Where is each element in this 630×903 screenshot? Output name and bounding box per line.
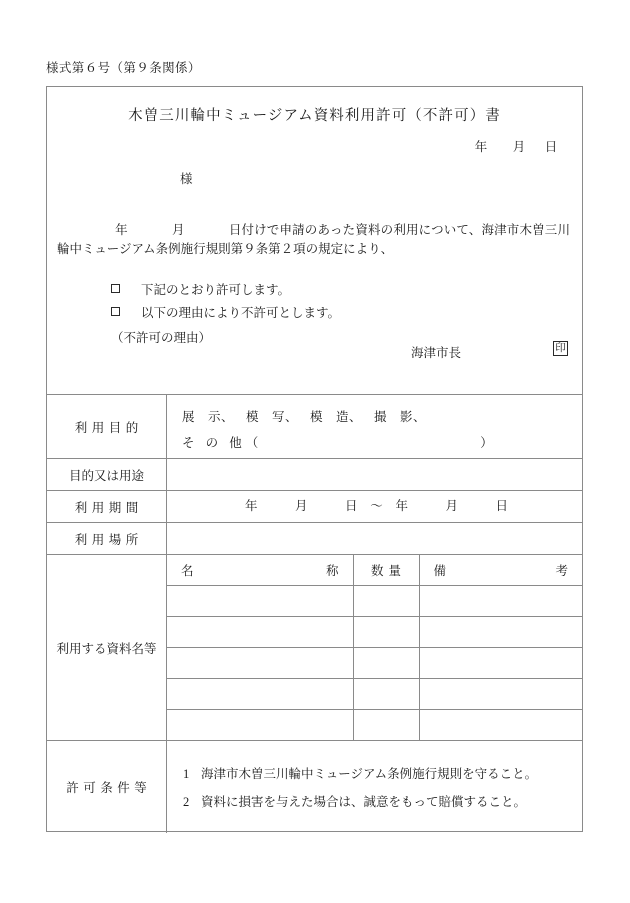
materials-cell-quantity[interactable] (353, 616, 419, 647)
materials-cell-name[interactable] (167, 585, 353, 616)
deny-reason-label: （不許可の理由） (111, 331, 212, 345)
table-row (167, 585, 582, 616)
materials-cell-name[interactable] (167, 709, 353, 740)
document-title: 木曽三川輪中ミュージアム資料利用許可（不許可）書 (128, 108, 501, 124)
materials-cell-name[interactable] (167, 616, 353, 647)
materials-cell-note[interactable] (419, 647, 582, 678)
decision-choices (111, 279, 340, 350)
materials-cell-quantity[interactable] (353, 678, 419, 709)
materials-cell-quantity[interactable] (353, 709, 419, 740)
label-purpose: 利用目的 (47, 395, 167, 458)
checkbox-permit-icon[interactable] (111, 284, 120, 293)
period-start-year: 年 (245, 499, 258, 513)
choice-deny-label: 以下の理由により不許可とします。 (141, 306, 341, 320)
purpose-other-close-paren: ） (480, 436, 493, 450)
condition-number: 1 (183, 767, 190, 781)
materials-table (167, 555, 582, 740)
value-period[interactable] (167, 491, 582, 522)
issue-date-line (462, 137, 564, 155)
row-usage (47, 459, 582, 491)
materials-cell-note[interactable] (419, 585, 582, 616)
label-materials: 利用する資料名等 (47, 555, 167, 740)
body-paragraph (57, 221, 570, 259)
materials-cell-name[interactable] (167, 678, 353, 709)
value-materials (167, 555, 582, 740)
materials-header-note: 備 考 (419, 555, 582, 585)
period-end-month: 月 (445, 499, 459, 513)
row-period (47, 491, 582, 523)
label-conditions: 許可条件等 (47, 741, 167, 833)
period-tilde: ～ (370, 499, 383, 513)
value-usage[interactable] (167, 459, 582, 490)
purpose-option-replica[interactable]: 模 造、 (310, 410, 363, 424)
label-period: 利用期間 (47, 491, 167, 522)
row-purpose (47, 395, 582, 459)
materials-header-name: 名 称 (167, 555, 353, 585)
materials-cell-note[interactable] (419, 616, 582, 647)
choice-deny-row[interactable] (111, 302, 340, 325)
issue-date-year: 年 (474, 140, 488, 154)
materials-header-quantity: 数量 (353, 555, 419, 585)
materials-cell-note[interactable] (419, 678, 582, 709)
table-row (167, 616, 582, 647)
purpose-options (182, 404, 582, 430)
addressee-honorific: 様 (180, 172, 193, 186)
form-number: 様式第６号（第９条関係） (46, 61, 201, 75)
body-paragraph-text: 日付けで申請のあった資料の利用について、海津市木曽三川輪中ミュージアム条例施行規則第９条第２項の規定により、 (57, 223, 570, 256)
signer-name: 海津市長 (411, 346, 462, 360)
materials-cell-note[interactable] (419, 709, 582, 740)
purpose-other-label: そ の 他 (182, 436, 246, 450)
condition-item (183, 760, 582, 788)
application-date-year: 年 (115, 223, 128, 237)
row-place (47, 523, 582, 555)
issue-date-day: 日 (544, 140, 558, 154)
condition-number: 2 (183, 795, 190, 809)
materials-cell-quantity[interactable] (353, 647, 419, 678)
materials-header-row (167, 555, 582, 585)
table-row (167, 678, 582, 709)
materials-cell-name[interactable] (167, 647, 353, 678)
choice-permit-row[interactable] (111, 279, 340, 302)
purpose-other-open-paren: （ (245, 436, 259, 450)
letter-block (47, 87, 582, 395)
checkbox-deny-icon[interactable] (111, 307, 120, 316)
period-end-day: 日 (495, 499, 509, 513)
table-row (167, 647, 582, 678)
purpose-other-row (182, 430, 582, 456)
value-purpose[interactable] (167, 395, 582, 458)
application-date-month: 月 (171, 223, 185, 237)
value-place[interactable] (167, 523, 582, 554)
purpose-option-copy[interactable]: 模 写、 (246, 410, 299, 424)
row-materials (47, 555, 582, 741)
condition-item (183, 788, 582, 816)
purpose-option-photograph[interactable]: 撮 影、 (374, 410, 427, 424)
row-conditions (47, 741, 582, 833)
issue-date-month: 月 (512, 140, 526, 154)
form-sheet (46, 86, 583, 832)
period-end-year: 年 (395, 499, 409, 513)
table-row (167, 709, 582, 740)
purpose-option-exhibit[interactable]: 展 示、 (182, 410, 235, 424)
period-start-month: 月 (295, 499, 308, 513)
choice-permit-label: 下記のとおり許可します。 (141, 283, 291, 297)
label-place: 利用場所 (47, 523, 167, 554)
condition-text: 海津市木曽三川輪中ミュージアム条例施行規則を守ること。 (201, 767, 538, 781)
condition-text: 資料に損害を与えた場合は、誠意をもって賠償すること。 (201, 795, 527, 809)
label-usage: 目的又は用途 (47, 459, 167, 490)
period-start-day: 日 (345, 499, 358, 513)
seal-stamp-icon: 印 (553, 341, 568, 356)
materials-cell-quantity[interactable] (353, 585, 419, 616)
value-conditions (167, 741, 582, 833)
